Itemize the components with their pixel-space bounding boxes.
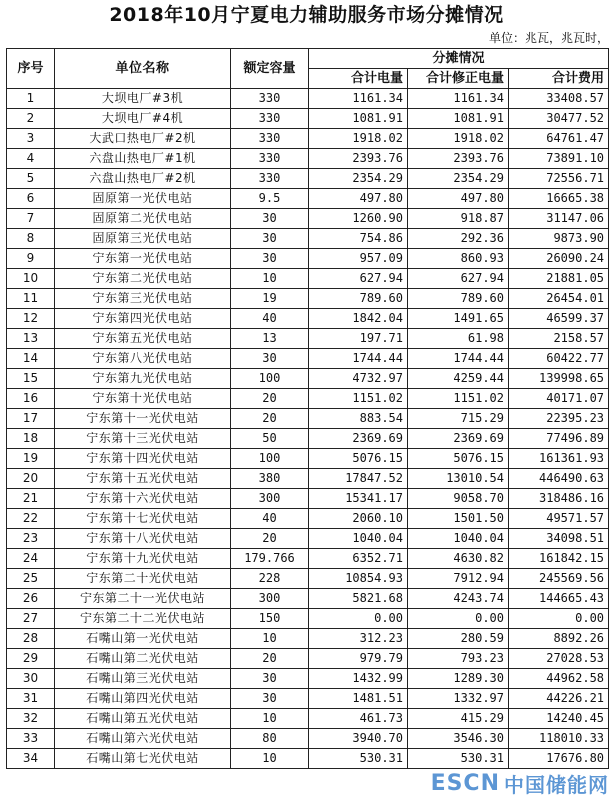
table-row xyxy=(7,729,609,749)
cell-total-energy: 5821.68 xyxy=(309,589,408,609)
cell-unit-name: 石嘴山第四光伏电站 xyxy=(55,689,231,709)
table-row xyxy=(7,589,609,609)
cell-unit-name: 宁东第十一光伏电站 xyxy=(55,409,231,429)
cell-unit-name: 宁东第十五光伏电站 xyxy=(55,469,231,489)
cell-unit-name: 固原第二光伏电站 xyxy=(55,209,231,229)
cell-total-cost: 161842.15 xyxy=(509,549,609,569)
cell-total-cost: 30477.52 xyxy=(509,109,609,129)
cell-total-energy: 883.54 xyxy=(309,409,408,429)
table-row xyxy=(7,649,609,669)
cell-total-energy: 2354.29 xyxy=(309,169,408,189)
cell-total-revised-energy: 2354.29 xyxy=(408,169,509,189)
cell-no: 18 xyxy=(7,429,55,449)
cell-total-energy: 6352.71 xyxy=(309,549,408,569)
cell-total-energy: 4732.97 xyxy=(309,369,408,389)
cell-total-cost: 22395.23 xyxy=(509,409,609,429)
cell-total-energy: 979.79 xyxy=(309,649,408,669)
cell-capacity: 30 xyxy=(231,249,309,269)
cell-capacity: 228 xyxy=(231,569,309,589)
cell-total-revised-energy: 13010.54 xyxy=(408,469,509,489)
cell-total-revised-energy: 627.94 xyxy=(408,269,509,289)
cell-total-revised-energy: 2369.69 xyxy=(408,429,509,449)
cell-capacity: 80 xyxy=(231,729,309,749)
cell-no: 23 xyxy=(7,529,55,549)
cell-unit-name: 大坝电厂#3机 xyxy=(55,89,231,109)
table-row xyxy=(7,89,609,109)
cell-total-revised-energy: 280.59 xyxy=(408,629,509,649)
cell-unit-name: 宁东第十三光伏电站 xyxy=(55,429,231,449)
cell-total-cost: 31147.06 xyxy=(509,209,609,229)
cell-total-energy: 789.60 xyxy=(309,289,408,309)
cell-capacity: 10 xyxy=(231,709,309,729)
cell-no: 1 xyxy=(7,89,55,109)
cell-total-cost: 34098.51 xyxy=(509,529,609,549)
cell-total-energy: 1260.90 xyxy=(309,209,408,229)
cell-total-cost: 77496.89 xyxy=(509,429,609,449)
cell-capacity: 150 xyxy=(231,609,309,629)
cell-total-energy: 530.31 xyxy=(309,749,408,769)
cell-total-energy: 1081.91 xyxy=(309,109,408,129)
cell-unit-name: 固原第三光伏电站 xyxy=(55,229,231,249)
cell-no: 3 xyxy=(7,129,55,149)
cell-unit-name: 大坝电厂#4机 xyxy=(55,109,231,129)
cell-unit-name: 石嘴山第六光伏电站 xyxy=(55,729,231,749)
cell-unit-name: 宁东第十四光伏电站 xyxy=(55,449,231,469)
cell-total-cost: 17676.80 xyxy=(509,749,609,769)
cell-total-cost: 2158.57 xyxy=(509,329,609,349)
cell-unit-name: 大武口热电厂#2机 xyxy=(55,129,231,149)
cell-unit-name: 宁东第二十二光伏电站 xyxy=(55,609,231,629)
cell-total-energy: 15341.17 xyxy=(309,489,408,509)
cell-no: 8 xyxy=(7,229,55,249)
table-row xyxy=(7,129,609,149)
cell-total-revised-energy: 789.60 xyxy=(408,289,509,309)
cell-capacity: 10 xyxy=(231,749,309,769)
cell-total-revised-energy: 5076.15 xyxy=(408,449,509,469)
cell-total-cost: 16665.38 xyxy=(509,189,609,209)
cell-no: 31 xyxy=(7,689,55,709)
table-row xyxy=(7,369,609,389)
cell-total-revised-energy: 2393.76 xyxy=(408,149,509,169)
cell-unit-name: 宁东第十九光伏电站 xyxy=(55,549,231,569)
cell-total-revised-energy: 918.87 xyxy=(408,209,509,229)
table-row xyxy=(7,629,609,649)
cell-capacity: 330 xyxy=(231,149,309,169)
cell-total-cost: 40171.07 xyxy=(509,389,609,409)
cell-total-energy: 461.73 xyxy=(309,709,408,729)
cell-total-energy: 197.71 xyxy=(309,329,408,349)
table-row xyxy=(7,529,609,549)
cell-total-energy: 1744.44 xyxy=(309,349,408,369)
cell-unit-name: 宁东第十八光伏电站 xyxy=(55,529,231,549)
table-row xyxy=(7,329,609,349)
cell-unit-name: 宁东第十六光伏电站 xyxy=(55,489,231,509)
cell-unit-name: 石嘴山第三光伏电站 xyxy=(55,669,231,689)
cell-total-revised-energy: 530.31 xyxy=(408,749,509,769)
cell-unit-name: 固原第一光伏电站 xyxy=(55,189,231,209)
cell-no: 6 xyxy=(7,189,55,209)
cell-no: 33 xyxy=(7,729,55,749)
header-total-energy: 合计电量 xyxy=(309,69,408,89)
cell-no: 7 xyxy=(7,209,55,229)
cell-total-cost: 139998.65 xyxy=(509,369,609,389)
table-body xyxy=(7,89,609,769)
cell-capacity: 30 xyxy=(231,209,309,229)
table-row xyxy=(7,149,609,169)
cell-total-energy: 957.09 xyxy=(309,249,408,269)
header-capacity: 额定容量 xyxy=(231,49,309,89)
cell-unit-name: 石嘴山第一光伏电站 xyxy=(55,629,231,649)
cell-unit-name: 六盘山热电厂#2机 xyxy=(55,169,231,189)
cell-capacity: 100 xyxy=(231,369,309,389)
table-row xyxy=(7,449,609,469)
cell-total-cost: 8892.26 xyxy=(509,629,609,649)
cell-no: 29 xyxy=(7,649,55,669)
cell-unit-name: 宁东第五光伏电站 xyxy=(55,329,231,349)
watermark-latin: ESCN xyxy=(430,770,500,796)
table-row xyxy=(7,429,609,449)
cell-total-cost: 72556.71 xyxy=(509,169,609,189)
table-row xyxy=(7,469,609,489)
cell-total-energy: 2369.69 xyxy=(309,429,408,449)
cell-capacity: 30 xyxy=(231,669,309,689)
cell-total-energy: 1161.34 xyxy=(309,89,408,109)
cell-unit-name: 石嘴山第五光伏电站 xyxy=(55,709,231,729)
cell-no: 4 xyxy=(7,149,55,169)
table-row xyxy=(7,389,609,409)
cell-total-revised-energy: 9058.70 xyxy=(408,489,509,509)
cell-total-revised-energy: 292.36 xyxy=(408,229,509,249)
cell-capacity: 20 xyxy=(231,409,309,429)
cell-total-cost: 44226.21 xyxy=(509,689,609,709)
cell-total-cost: 26454.01 xyxy=(509,289,609,309)
cell-total-energy: 1432.99 xyxy=(309,669,408,689)
cell-total-revised-energy: 3546.30 xyxy=(408,729,509,749)
cell-total-cost: 144665.43 xyxy=(509,589,609,609)
table-row xyxy=(7,269,609,289)
table-row xyxy=(7,209,609,229)
cell-total-cost: 60422.77 xyxy=(509,349,609,369)
cell-no: 10 xyxy=(7,269,55,289)
cell-total-revised-energy: 4630.82 xyxy=(408,549,509,569)
cell-no: 19 xyxy=(7,449,55,469)
cell-total-revised-energy: 1040.04 xyxy=(408,529,509,549)
cell-total-energy: 10854.93 xyxy=(309,569,408,589)
cell-total-energy: 17847.52 xyxy=(309,469,408,489)
cell-capacity: 300 xyxy=(231,489,309,509)
cell-capacity: 9.5 xyxy=(231,189,309,209)
cell-total-energy: 497.80 xyxy=(309,189,408,209)
cell-total-energy: 1040.04 xyxy=(309,529,408,549)
cell-total-revised-energy: 715.29 xyxy=(408,409,509,429)
cell-total-revised-energy: 4259.44 xyxy=(408,369,509,389)
table-row xyxy=(7,609,609,629)
cell-total-cost: 318486.16 xyxy=(509,489,609,509)
cell-total-cost: 73891.10 xyxy=(509,149,609,169)
page-title: 2018年10月宁夏电力辅助服务市场分摊情况 xyxy=(109,4,504,26)
table-row xyxy=(7,509,609,529)
cell-total-cost: 118010.33 xyxy=(509,729,609,749)
cell-total-cost: 44962.58 xyxy=(509,669,609,689)
cell-total-energy: 0.00 xyxy=(309,609,408,629)
cell-total-energy: 3940.70 xyxy=(309,729,408,749)
cell-total-revised-energy: 497.80 xyxy=(408,189,509,209)
cell-total-revised-energy: 1289.30 xyxy=(408,669,509,689)
table-row xyxy=(7,569,609,589)
cell-total-cost: 161361.93 xyxy=(509,449,609,469)
cell-capacity: 13 xyxy=(231,329,309,349)
allocation-table xyxy=(6,48,609,769)
header-no: 序号 xyxy=(7,49,55,89)
cell-unit-name: 宁东第八光伏电站 xyxy=(55,349,231,369)
cell-total-cost: 0.00 xyxy=(509,609,609,629)
cell-total-energy: 2393.76 xyxy=(309,149,408,169)
cell-capacity: 40 xyxy=(231,309,309,329)
cell-unit-name: 宁东第一光伏电站 xyxy=(55,249,231,269)
cell-unit-name: 宁东第十光伏电站 xyxy=(55,389,231,409)
cell-total-energy: 1842.04 xyxy=(309,309,408,329)
cell-total-energy: 312.23 xyxy=(309,629,408,649)
cell-unit-name: 宁东第二十一光伏电站 xyxy=(55,589,231,609)
table-row xyxy=(7,669,609,689)
cell-total-energy: 754.86 xyxy=(309,229,408,249)
cell-capacity: 330 xyxy=(231,89,309,109)
table-row xyxy=(7,289,609,309)
table-row xyxy=(7,489,609,509)
cell-total-cost: 14240.45 xyxy=(509,709,609,729)
cell-total-revised-energy: 793.23 xyxy=(408,649,509,669)
cell-unit-name: 宁东第三光伏电站 xyxy=(55,289,231,309)
cell-unit-name: 宁东第九光伏电站 xyxy=(55,369,231,389)
cell-capacity: 10 xyxy=(231,629,309,649)
cell-capacity: 300 xyxy=(231,589,309,609)
header-name: 单位名称 xyxy=(55,49,231,89)
cell-capacity: 20 xyxy=(231,529,309,549)
cell-no: 28 xyxy=(7,629,55,649)
header-total-revised-energy: 合计修正电量 xyxy=(408,69,509,89)
cell-no: 25 xyxy=(7,569,55,589)
cell-total-revised-energy: 1491.65 xyxy=(408,309,509,329)
cell-no: 21 xyxy=(7,489,55,509)
cell-total-revised-energy: 1332.97 xyxy=(408,689,509,709)
table-row xyxy=(7,749,609,769)
cell-no: 13 xyxy=(7,329,55,349)
cell-unit-name: 宁东第二光伏电站 xyxy=(55,269,231,289)
cell-no: 2 xyxy=(7,109,55,129)
cell-total-cost: 64761.47 xyxy=(509,129,609,149)
cell-unit-name: 石嘴山第二光伏电站 xyxy=(55,649,231,669)
table-row xyxy=(7,709,609,729)
cell-total-cost: 9873.90 xyxy=(509,229,609,249)
header-row-main xyxy=(7,49,609,69)
cell-capacity: 19 xyxy=(231,289,309,309)
cell-no: 32 xyxy=(7,709,55,729)
cell-capacity: 330 xyxy=(231,129,309,149)
cell-total-cost: 446490.63 xyxy=(509,469,609,489)
cell-no: 11 xyxy=(7,289,55,309)
header-allocation-group: 分摊情况 xyxy=(309,49,609,69)
cell-no: 15 xyxy=(7,369,55,389)
cell-no: 22 xyxy=(7,509,55,529)
cell-unit-name: 宁东第二十光伏电站 xyxy=(55,569,231,589)
cell-no: 27 xyxy=(7,609,55,629)
table-row xyxy=(7,349,609,369)
cell-total-revised-energy: 415.29 xyxy=(408,709,509,729)
cell-unit-name: 石嘴山第七光伏电站 xyxy=(55,749,231,769)
cell-no: 14 xyxy=(7,349,55,369)
cell-capacity: 10 xyxy=(231,269,309,289)
header-total-cost: 合计费用 xyxy=(509,69,609,89)
cell-total-energy: 2060.10 xyxy=(309,509,408,529)
cell-total-cost: 245569.56 xyxy=(509,569,609,589)
cell-total-revised-energy: 4243.74 xyxy=(408,589,509,609)
table-row xyxy=(7,409,609,429)
cell-no: 34 xyxy=(7,749,55,769)
cell-total-revised-energy: 1161.34 xyxy=(408,89,509,109)
cell-total-cost: 33408.57 xyxy=(509,89,609,109)
cell-total-energy: 5076.15 xyxy=(309,449,408,469)
cell-capacity: 330 xyxy=(231,169,309,189)
cell-capacity: 30 xyxy=(231,349,309,369)
cell-total-revised-energy: 0.00 xyxy=(408,609,509,629)
cell-no: 30 xyxy=(7,669,55,689)
cell-total-cost: 21881.05 xyxy=(509,269,609,289)
cell-capacity: 20 xyxy=(231,389,309,409)
cell-total-revised-energy: 1744.44 xyxy=(408,349,509,369)
cell-total-revised-energy: 1501.50 xyxy=(408,509,509,529)
cell-no: 16 xyxy=(7,389,55,409)
table-row xyxy=(7,229,609,249)
cell-total-cost: 49571.57 xyxy=(509,509,609,529)
table-row xyxy=(7,169,609,189)
watermark-logo xyxy=(431,768,609,798)
cell-total-energy: 627.94 xyxy=(309,269,408,289)
cell-capacity: 50 xyxy=(231,429,309,449)
cell-total-energy: 1151.02 xyxy=(309,389,408,409)
cell-capacity: 179.766 xyxy=(231,549,309,569)
table-row xyxy=(7,189,609,209)
cell-total-revised-energy: 860.93 xyxy=(408,249,509,269)
cell-total-revised-energy: 7912.94 xyxy=(408,569,509,589)
cell-no: 26 xyxy=(7,589,55,609)
table-row xyxy=(7,249,609,269)
cell-total-energy: 1918.02 xyxy=(309,129,408,149)
watermark-cn: 中国储能网 xyxy=(504,772,609,797)
cell-total-revised-energy: 1081.91 xyxy=(408,109,509,129)
cell-unit-name: 宁东第十七光伏电站 xyxy=(55,509,231,529)
cell-unit-name: 宁东第四光伏电站 xyxy=(55,309,231,329)
cell-capacity: 330 xyxy=(231,109,309,129)
cell-capacity: 100 xyxy=(231,449,309,469)
cell-capacity: 30 xyxy=(231,689,309,709)
cell-total-cost: 26090.24 xyxy=(509,249,609,269)
cell-no: 17 xyxy=(7,409,55,429)
cell-no: 12 xyxy=(7,309,55,329)
cell-capacity: 380 xyxy=(231,469,309,489)
cell-unit-name: 六盘山热电厂#1机 xyxy=(55,149,231,169)
cell-capacity: 20 xyxy=(231,649,309,669)
cell-total-cost: 27028.53 xyxy=(509,649,609,669)
cell-total-cost: 46599.37 xyxy=(509,309,609,329)
cell-no: 9 xyxy=(7,249,55,269)
cell-total-energy: 1481.51 xyxy=(309,689,408,709)
cell-no: 24 xyxy=(7,549,55,569)
cell-total-revised-energy: 61.98 xyxy=(408,329,509,349)
cell-no: 20 xyxy=(7,469,55,489)
cell-no: 5 xyxy=(7,169,55,189)
cell-total-revised-energy: 1151.02 xyxy=(408,389,509,409)
table-row xyxy=(7,689,609,709)
unit-note: 单位：兆瓦，兆瓦时， xyxy=(488,31,609,45)
cell-total-revised-energy: 1918.02 xyxy=(408,129,509,149)
table-row xyxy=(7,109,609,129)
table-row xyxy=(7,549,609,569)
table-row xyxy=(7,309,609,329)
cell-capacity: 40 xyxy=(231,509,309,529)
cell-capacity: 30 xyxy=(231,229,309,249)
